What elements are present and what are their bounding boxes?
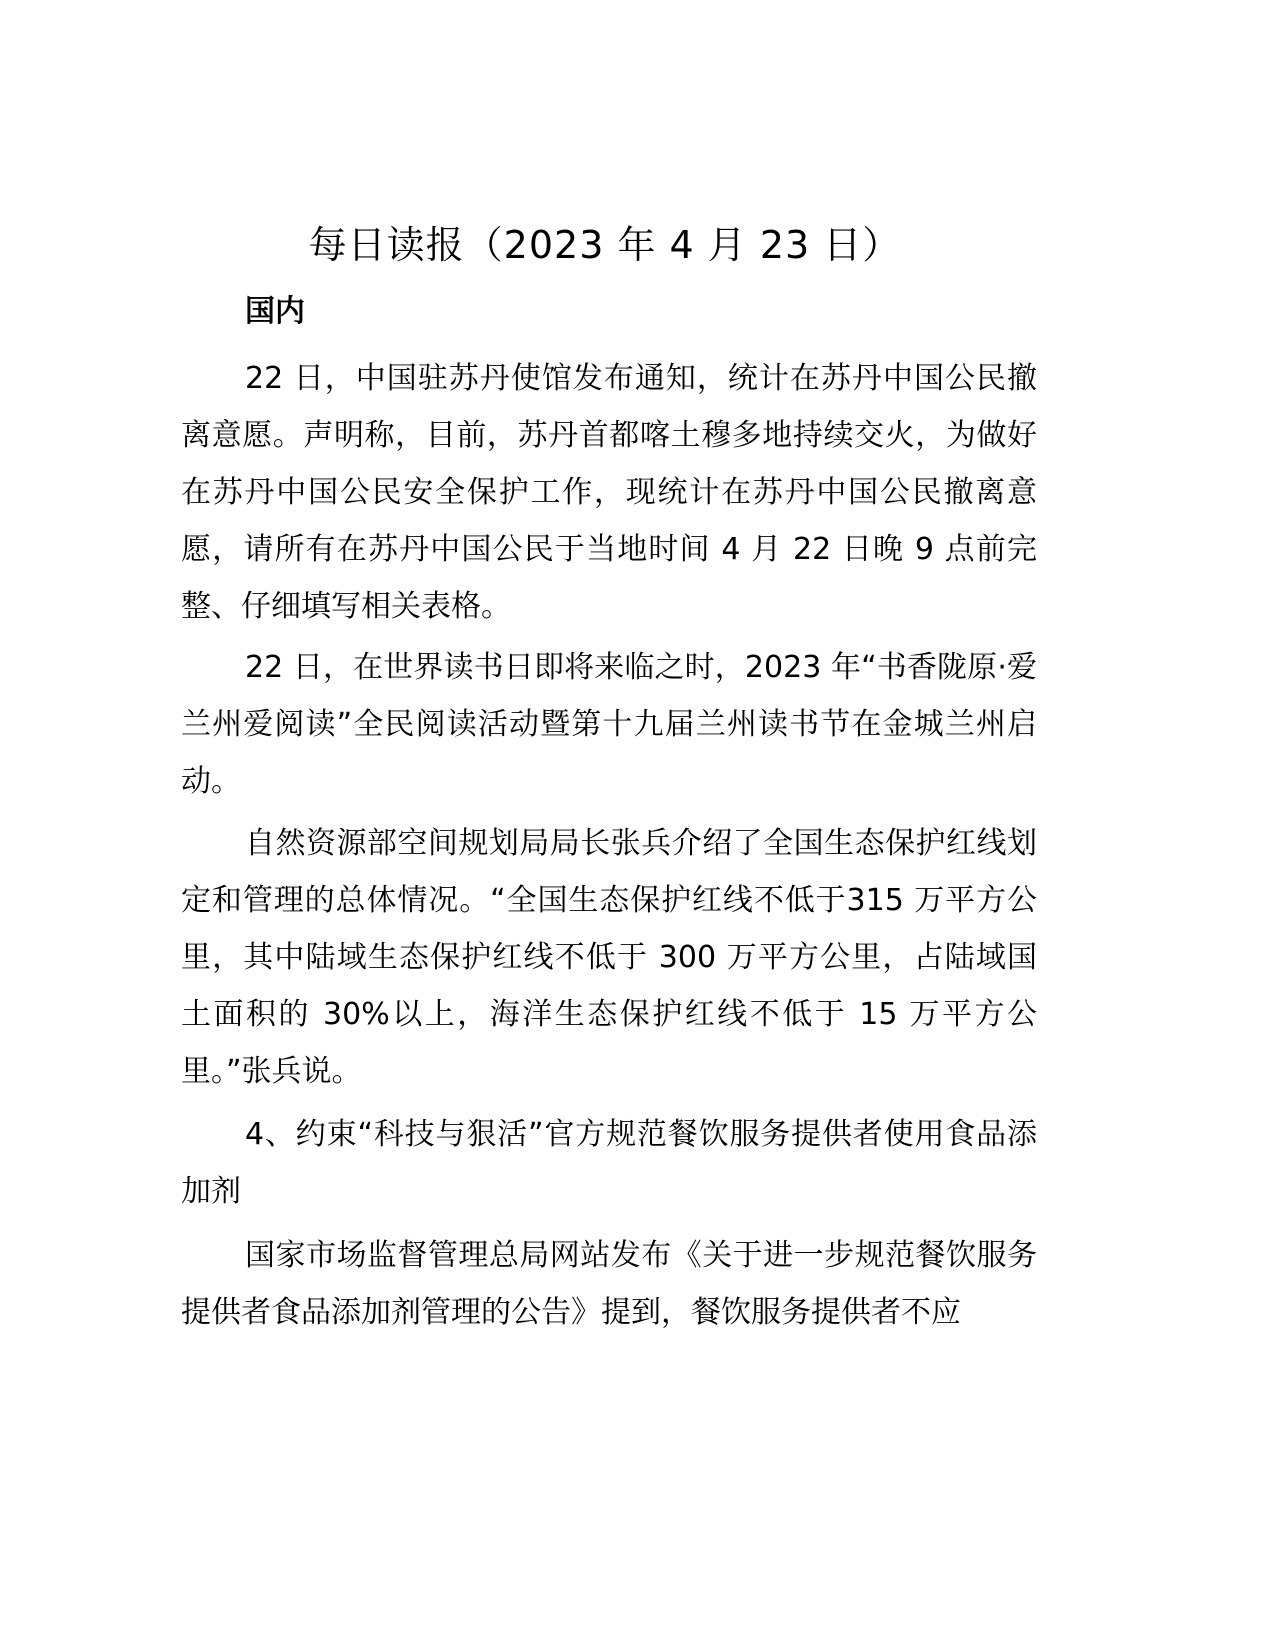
paragraph-ecological-redline: 自然资源部空间规划局局长张兵介绍了全国生态保护红线划定和管理的总体情况。“全国生态保护红线不低于315 万平方公里，其中陆域生态保护红线不低于 300 万平方公里，占陆域国土面积的 30%以上，海洋生态保护红线不低于 15 万平方公里。”张兵说。 [181, 826, 1037, 1089]
paragraph-food-additive-heading: 4、约束“科技与狠活”官方规范餐饮服务提供者使用食品添加剂 [181, 1117, 1037, 1209]
paragraph-sudan-evacuation: 22 日，中国驻苏丹使馆发布通知，统计在苏丹中国公民撤离意愿。声明称，目前，苏丹首都喀土穆多地持续交火，为做好在苏丹中国公民安全保护工作，现统计在苏丹中国公民撤离意愿，请所有在苏丹中国公民于当地时间 4 月 22 日晚 9 点前完整、仔细填写相关表格。 [181, 361, 1037, 624]
section-heading: 国内 [245, 294, 305, 329]
paragraph-market-regulation: 国家市场监督管理总局网站发布《关于进一步规范餐饮服务提供者食品添加剂管理的公告》提到，餐饮服务提供者不应 [181, 1238, 1037, 1330]
document-title: 每日读报（2023 年 4 月 23 日） [308, 223, 902, 267]
paragraph-reading-festival: 22 日，在世界读书日即将来临之时，2023 年“书香陇原·爱兰州爱阅读”全民阅读活动暨第十九届兰州读书节在金城兰州启动。 [181, 650, 1037, 799]
